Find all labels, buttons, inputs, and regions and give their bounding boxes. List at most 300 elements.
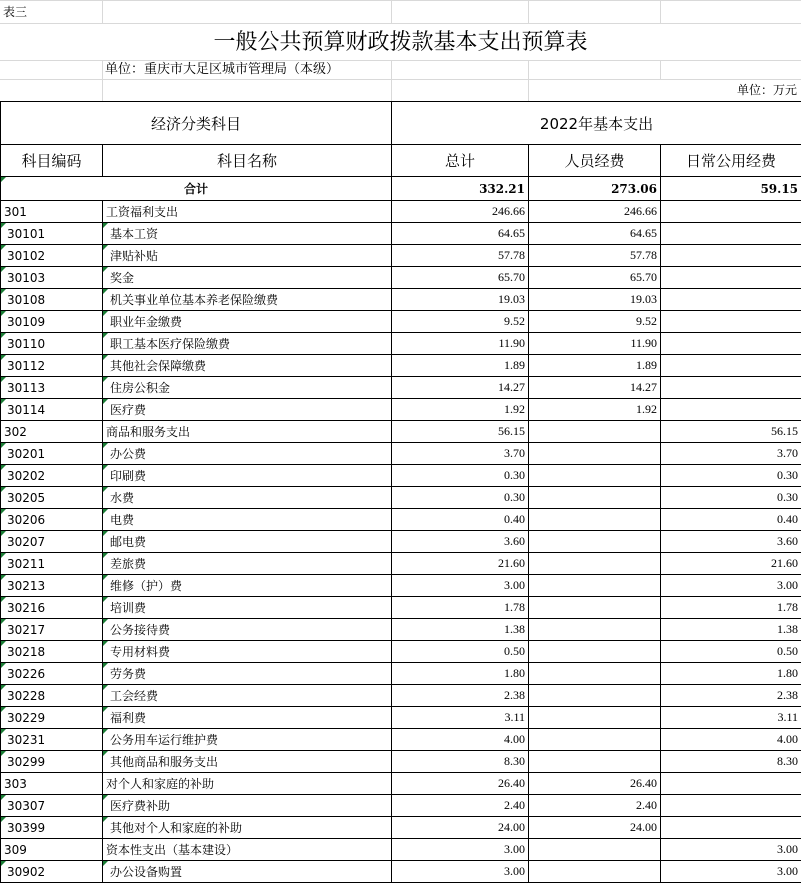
row-code bbox=[1, 245, 103, 267]
row-total bbox=[392, 201, 529, 223]
table-row bbox=[1, 531, 801, 553]
row-code bbox=[1, 707, 103, 729]
row-personnel bbox=[529, 575, 661, 597]
row-name-text: 差旅费 bbox=[110, 557, 147, 571]
text-number-indicator bbox=[103, 289, 108, 294]
row-public-text: 4.00 bbox=[777, 732, 799, 746]
text-number-indicator bbox=[1, 685, 6, 690]
row-name bbox=[103, 289, 392, 311]
row-code-text: 30114 bbox=[7, 402, 46, 417]
row-personnel-text: 26.40 bbox=[630, 776, 658, 790]
text-number-indicator bbox=[103, 795, 108, 800]
row-personnel bbox=[529, 465, 661, 487]
row-total bbox=[392, 773, 529, 795]
column-header-public: 日常公用经费 bbox=[661, 145, 801, 177]
text-number-indicator bbox=[103, 487, 108, 492]
row-name bbox=[103, 531, 392, 553]
total-sum: 332.21 bbox=[392, 177, 529, 201]
text-number-indicator bbox=[103, 223, 108, 228]
row-personnel-text: 1.92 bbox=[636, 402, 658, 416]
text-number-indicator bbox=[103, 751, 108, 756]
text-number-indicator bbox=[103, 267, 108, 272]
gridline bbox=[660, 0, 661, 23]
row-public bbox=[661, 487, 801, 509]
text-number-indicator bbox=[1, 487, 6, 492]
row-personnel bbox=[529, 553, 661, 575]
row-personnel bbox=[529, 377, 661, 399]
row-code bbox=[1, 399, 103, 421]
table-row bbox=[1, 817, 801, 839]
row-total-text: 3.00 bbox=[504, 578, 526, 592]
row-personnel bbox=[529, 685, 661, 707]
row-total-text: 3.60 bbox=[504, 534, 526, 548]
row-name bbox=[103, 817, 392, 839]
text-number-indicator bbox=[1, 223, 6, 228]
table-row bbox=[1, 597, 801, 619]
page-title: 一般公共预算财政拨款基本支出预算表 bbox=[213, 30, 588, 55]
row-total-text: 2.40 bbox=[504, 798, 526, 812]
row-code bbox=[1, 289, 103, 311]
text-number-indicator bbox=[1, 333, 6, 338]
text-number-indicator bbox=[1, 817, 6, 822]
row-public-text: 1.38 bbox=[777, 622, 799, 636]
text-number-indicator bbox=[1, 597, 6, 602]
text-number-indicator bbox=[1, 465, 6, 470]
text-number-indicator bbox=[1, 245, 6, 250]
row-name bbox=[103, 685, 392, 707]
row-personnel bbox=[529, 619, 661, 641]
row-code bbox=[1, 773, 103, 795]
row-public-text: 3.00 bbox=[777, 864, 799, 878]
table-row bbox=[1, 355, 801, 377]
unit-currency: 单位：万元 bbox=[736, 83, 797, 97]
row-code-text: 30206 bbox=[7, 512, 46, 527]
text-number-indicator bbox=[103, 619, 108, 624]
row-code-text: 30207 bbox=[7, 534, 46, 549]
row-personnel-text: 9.52 bbox=[636, 314, 658, 328]
row-total-text: 65.70 bbox=[498, 270, 526, 284]
row-total-text: 3.11 bbox=[504, 710, 526, 724]
row-total bbox=[392, 465, 529, 487]
total-public: 59.15 bbox=[661, 177, 801, 201]
row-total bbox=[392, 223, 529, 245]
row-code-text: 30112 bbox=[7, 358, 46, 373]
row-public-text: 3.00 bbox=[777, 842, 799, 856]
row-public bbox=[661, 685, 801, 707]
text-number-indicator bbox=[1, 663, 6, 668]
row-total-text: 9.52 bbox=[504, 314, 526, 328]
gridline bbox=[528, 0, 529, 23]
row-public-text: 21.60 bbox=[771, 556, 799, 570]
row-public-text: 0.50 bbox=[777, 644, 799, 658]
text-number-indicator bbox=[103, 817, 108, 822]
row-total-text: 2.38 bbox=[504, 688, 526, 702]
row-name bbox=[103, 443, 392, 465]
row-code-text: 303 bbox=[4, 776, 27, 791]
row-code-text: 30202 bbox=[7, 468, 46, 483]
text-number-indicator bbox=[1, 707, 6, 712]
row-name-text: 福利费 bbox=[110, 711, 147, 725]
table-row bbox=[1, 641, 801, 663]
row-total bbox=[392, 839, 529, 861]
row-public-text: 1.80 bbox=[777, 666, 799, 680]
text-number-indicator bbox=[1, 751, 6, 756]
row-total bbox=[392, 663, 529, 685]
row-code bbox=[1, 421, 103, 443]
text-number-indicator bbox=[103, 641, 108, 646]
row-code bbox=[1, 201, 103, 223]
row-personnel bbox=[529, 707, 661, 729]
table-row bbox=[1, 311, 801, 333]
column-header-personnel: 人员经费 bbox=[529, 145, 661, 177]
row-public bbox=[661, 619, 801, 641]
row-total-text: 0.50 bbox=[504, 644, 526, 658]
text-number-indicator bbox=[103, 707, 108, 712]
table-row bbox=[1, 553, 801, 575]
row-code bbox=[1, 795, 103, 817]
row-total-text: 3.70 bbox=[504, 446, 526, 460]
row-name-text: 职业年金缴费 bbox=[110, 315, 183, 329]
row-total bbox=[392, 509, 529, 531]
group-header-row bbox=[1, 102, 801, 145]
row-code-text: 30211 bbox=[7, 556, 46, 571]
row-code bbox=[1, 839, 103, 861]
gridline bbox=[102, 60, 103, 101]
row-public bbox=[661, 641, 801, 663]
gridline bbox=[391, 0, 392, 23]
row-total-text: 11.90 bbox=[498, 336, 526, 350]
row-total bbox=[392, 399, 529, 421]
row-public bbox=[661, 289, 801, 311]
row-name bbox=[103, 355, 392, 377]
row-name-text: 其他社会保障缴费 bbox=[110, 359, 207, 373]
row-code-text: 30110 bbox=[7, 336, 46, 351]
row-code bbox=[1, 817, 103, 839]
row-total bbox=[392, 817, 529, 839]
column-header-code: 科目编码 bbox=[1, 145, 103, 177]
table-row bbox=[1, 421, 801, 443]
row-public bbox=[661, 575, 801, 597]
row-total-text: 3.00 bbox=[504, 842, 526, 856]
text-number-indicator bbox=[103, 685, 108, 690]
row-total bbox=[392, 707, 529, 729]
row-name-text: 工会经费 bbox=[110, 689, 159, 703]
row-total-text: 14.27 bbox=[498, 380, 526, 394]
row-personnel bbox=[529, 289, 661, 311]
row-code-text: 30399 bbox=[7, 820, 46, 835]
table-row bbox=[1, 267, 801, 289]
table-row bbox=[1, 201, 801, 223]
row-total bbox=[392, 421, 529, 443]
row-public bbox=[661, 597, 801, 619]
row-personnel bbox=[529, 729, 661, 751]
row-personnel-text: 24.00 bbox=[630, 820, 658, 834]
text-number-indicator bbox=[1, 311, 6, 316]
unit-organization: 单位：重庆市大足区城市管理局（本级） bbox=[105, 62, 340, 77]
row-code bbox=[1, 311, 103, 333]
text-number-indicator bbox=[1, 509, 6, 514]
row-personnel bbox=[529, 641, 661, 663]
row-name bbox=[103, 861, 392, 883]
row-name bbox=[103, 267, 392, 289]
text-number-indicator bbox=[1, 729, 6, 734]
row-public bbox=[661, 443, 801, 465]
text-number-indicator bbox=[103, 443, 108, 448]
row-code bbox=[1, 641, 103, 663]
table-row bbox=[1, 443, 801, 465]
row-name-text: 专用材料费 bbox=[110, 645, 171, 659]
total-personnel: 273.06 bbox=[529, 177, 661, 201]
row-total bbox=[392, 267, 529, 289]
row-personnel bbox=[529, 509, 661, 531]
table-number-label: 表三 bbox=[3, 5, 28, 19]
row-name bbox=[103, 509, 392, 531]
row-name bbox=[103, 421, 392, 443]
row-name bbox=[103, 223, 392, 245]
row-code-text: 30902 bbox=[7, 864, 46, 879]
row-public bbox=[661, 773, 801, 795]
row-total-text: 56.15 bbox=[498, 424, 526, 438]
row-total bbox=[392, 553, 529, 575]
table-row bbox=[1, 685, 801, 707]
row-total bbox=[392, 597, 529, 619]
row-public bbox=[661, 421, 801, 443]
row-public bbox=[661, 267, 801, 289]
row-personnel bbox=[529, 597, 661, 619]
row-name-text: 对个人和家庭的补助 bbox=[106, 777, 215, 791]
row-name-text: 培训费 bbox=[110, 601, 147, 615]
total-label-text: 合计 bbox=[184, 182, 209, 196]
row-code-text: 30218 bbox=[7, 644, 46, 659]
row-personnel-text: 1.89 bbox=[636, 358, 658, 372]
row-personnel bbox=[529, 861, 661, 883]
text-number-indicator bbox=[103, 597, 108, 602]
row-code bbox=[1, 465, 103, 487]
row-public bbox=[661, 531, 801, 553]
row-public bbox=[661, 311, 801, 333]
row-personnel-text: 2.40 bbox=[636, 798, 658, 812]
text-number-indicator bbox=[1, 355, 6, 360]
row-name-text: 邮电费 bbox=[110, 535, 147, 549]
row-total-text: 1.92 bbox=[504, 402, 526, 416]
row-name bbox=[103, 707, 392, 729]
column-header-total: 总计 bbox=[392, 145, 529, 177]
row-total-text: 1.89 bbox=[504, 358, 526, 372]
row-name bbox=[103, 663, 392, 685]
row-public-text: 3.70 bbox=[777, 446, 799, 460]
row-code-text: 30307 bbox=[7, 798, 46, 813]
row-name-text: 电费 bbox=[110, 513, 135, 527]
table-row bbox=[1, 509, 801, 531]
text-number-indicator bbox=[1, 553, 6, 558]
table-row bbox=[1, 861, 801, 883]
total-label bbox=[1, 177, 392, 201]
row-personnel bbox=[529, 795, 661, 817]
row-total-text: 1.78 bbox=[504, 600, 526, 614]
text-number-indicator bbox=[103, 553, 108, 558]
row-total bbox=[392, 487, 529, 509]
table-row bbox=[1, 487, 801, 509]
row-public bbox=[661, 355, 801, 377]
row-total-text: 246.66 bbox=[492, 204, 526, 218]
row-code-text: 30113 bbox=[7, 380, 46, 395]
row-public bbox=[661, 839, 801, 861]
row-code-text: 30201 bbox=[7, 446, 46, 461]
row-total-text: 1.80 bbox=[504, 666, 526, 680]
row-code-text: 30299 bbox=[7, 754, 46, 769]
row-public bbox=[661, 399, 801, 421]
row-public-text: 3.60 bbox=[777, 534, 799, 548]
row-public-text: 3.00 bbox=[777, 578, 799, 592]
row-name-text: 办公设备购置 bbox=[110, 865, 183, 879]
text-number-indicator bbox=[1, 641, 6, 646]
table-row bbox=[1, 839, 801, 861]
row-public bbox=[661, 245, 801, 267]
table-row bbox=[1, 289, 801, 311]
group-header-basic-expenditure: 2022年基本支出 bbox=[392, 102, 801, 145]
gridline bbox=[102, 0, 103, 23]
row-name bbox=[103, 751, 392, 773]
row-name bbox=[103, 311, 392, 333]
row-name bbox=[103, 333, 392, 355]
row-code-text: 30228 bbox=[7, 688, 46, 703]
text-number-indicator bbox=[103, 377, 108, 382]
row-code-text: 30102 bbox=[7, 248, 46, 263]
row-code-text: 301 bbox=[4, 204, 27, 219]
column-header-row bbox=[1, 145, 801, 177]
row-name-text: 水费 bbox=[110, 491, 135, 505]
row-total-text: 3.00 bbox=[504, 864, 526, 878]
budget-table bbox=[0, 101, 801, 883]
text-number-indicator bbox=[1, 531, 6, 536]
row-total bbox=[392, 377, 529, 399]
text-number-indicator bbox=[103, 509, 108, 514]
row-public bbox=[661, 795, 801, 817]
text-number-indicator bbox=[103, 355, 108, 360]
row-total bbox=[392, 443, 529, 465]
row-name-text: 机关事业单位基本养老保险缴费 bbox=[110, 293, 279, 307]
row-code bbox=[1, 487, 103, 509]
table-row bbox=[1, 245, 801, 267]
row-public-text: 3.11 bbox=[777, 710, 799, 724]
group-header-economic-class: 经济分类科目 bbox=[1, 102, 392, 145]
row-code bbox=[1, 619, 103, 641]
text-number-indicator bbox=[103, 729, 108, 734]
row-name-text: 津贴补贴 bbox=[110, 249, 159, 263]
row-personnel bbox=[529, 773, 661, 795]
row-public bbox=[661, 201, 801, 223]
row-personnel-text: 64.65 bbox=[630, 226, 658, 240]
row-name-text: 职工基本医疗保险缴费 bbox=[110, 337, 231, 351]
text-number-indicator bbox=[1, 861, 6, 866]
text-number-indicator bbox=[1, 443, 6, 448]
row-personnel bbox=[529, 421, 661, 443]
row-total bbox=[392, 795, 529, 817]
text-number-indicator bbox=[1, 177, 6, 182]
column-header-name: 科目名称 bbox=[103, 145, 392, 177]
row-personnel-text: 246.66 bbox=[624, 204, 658, 218]
gridline bbox=[391, 60, 392, 101]
row-name-text: 公务用车运行维护费 bbox=[110, 733, 219, 747]
row-name-text: 其他对个人和家庭的补助 bbox=[110, 821, 243, 835]
row-code bbox=[1, 377, 103, 399]
row-personnel bbox=[529, 443, 661, 465]
row-name bbox=[103, 729, 392, 751]
row-name bbox=[103, 201, 392, 223]
row-total-text: 19.03 bbox=[498, 292, 526, 306]
row-public bbox=[661, 817, 801, 839]
row-public bbox=[661, 509, 801, 531]
row-name bbox=[103, 839, 392, 861]
row-personnel-text: 11.90 bbox=[630, 336, 658, 350]
text-number-indicator bbox=[103, 245, 108, 250]
row-total-text: 1.38 bbox=[504, 622, 526, 636]
row-personnel bbox=[529, 245, 661, 267]
row-personnel bbox=[529, 663, 661, 685]
table-row bbox=[1, 223, 801, 245]
row-personnel bbox=[529, 751, 661, 773]
row-code bbox=[1, 223, 103, 245]
row-personnel bbox=[529, 531, 661, 553]
table-row bbox=[1, 773, 801, 795]
row-name bbox=[103, 795, 392, 817]
row-personnel bbox=[529, 355, 661, 377]
row-code-text: 30216 bbox=[7, 600, 46, 615]
table-row bbox=[1, 465, 801, 487]
gridline bbox=[660, 60, 661, 80]
row-public bbox=[661, 707, 801, 729]
row-total-text: 21.60 bbox=[498, 556, 526, 570]
row-total bbox=[392, 311, 529, 333]
row-name-text: 印刷费 bbox=[110, 469, 147, 483]
row-total-text: 0.40 bbox=[504, 512, 526, 526]
row-total bbox=[392, 575, 529, 597]
text-number-indicator bbox=[1, 399, 6, 404]
row-name-text: 资本性支出（基本建设） bbox=[106, 843, 239, 857]
row-public-text: 2.38 bbox=[777, 688, 799, 702]
row-public-text: 0.30 bbox=[777, 468, 799, 482]
row-public-text: 0.30 bbox=[777, 490, 799, 504]
row-code bbox=[1, 267, 103, 289]
text-number-indicator bbox=[103, 311, 108, 316]
row-code-text: 30231 bbox=[7, 732, 46, 747]
row-total bbox=[392, 355, 529, 377]
row-name-text: 其他商品和服务支出 bbox=[110, 755, 219, 769]
text-number-indicator bbox=[1, 795, 6, 800]
row-public bbox=[661, 333, 801, 355]
text-number-indicator bbox=[1, 377, 6, 382]
row-total bbox=[392, 333, 529, 355]
text-number-indicator bbox=[1, 575, 6, 580]
row-name bbox=[103, 553, 392, 575]
row-code bbox=[1, 685, 103, 707]
table-row bbox=[1, 333, 801, 355]
row-public bbox=[661, 553, 801, 575]
row-total-text: 26.40 bbox=[498, 776, 526, 790]
row-personnel bbox=[529, 267, 661, 289]
row-code-text: 30109 bbox=[7, 314, 46, 329]
row-public bbox=[661, 377, 801, 399]
text-number-indicator bbox=[1, 619, 6, 624]
row-public-text: 8.30 bbox=[777, 754, 799, 768]
row-public bbox=[661, 751, 801, 773]
row-name-text: 医疗费 bbox=[110, 403, 147, 417]
table-row bbox=[1, 707, 801, 729]
row-name bbox=[103, 377, 392, 399]
row-name bbox=[103, 245, 392, 267]
row-code-text: 30229 bbox=[7, 710, 46, 725]
text-number-indicator bbox=[1, 267, 6, 272]
